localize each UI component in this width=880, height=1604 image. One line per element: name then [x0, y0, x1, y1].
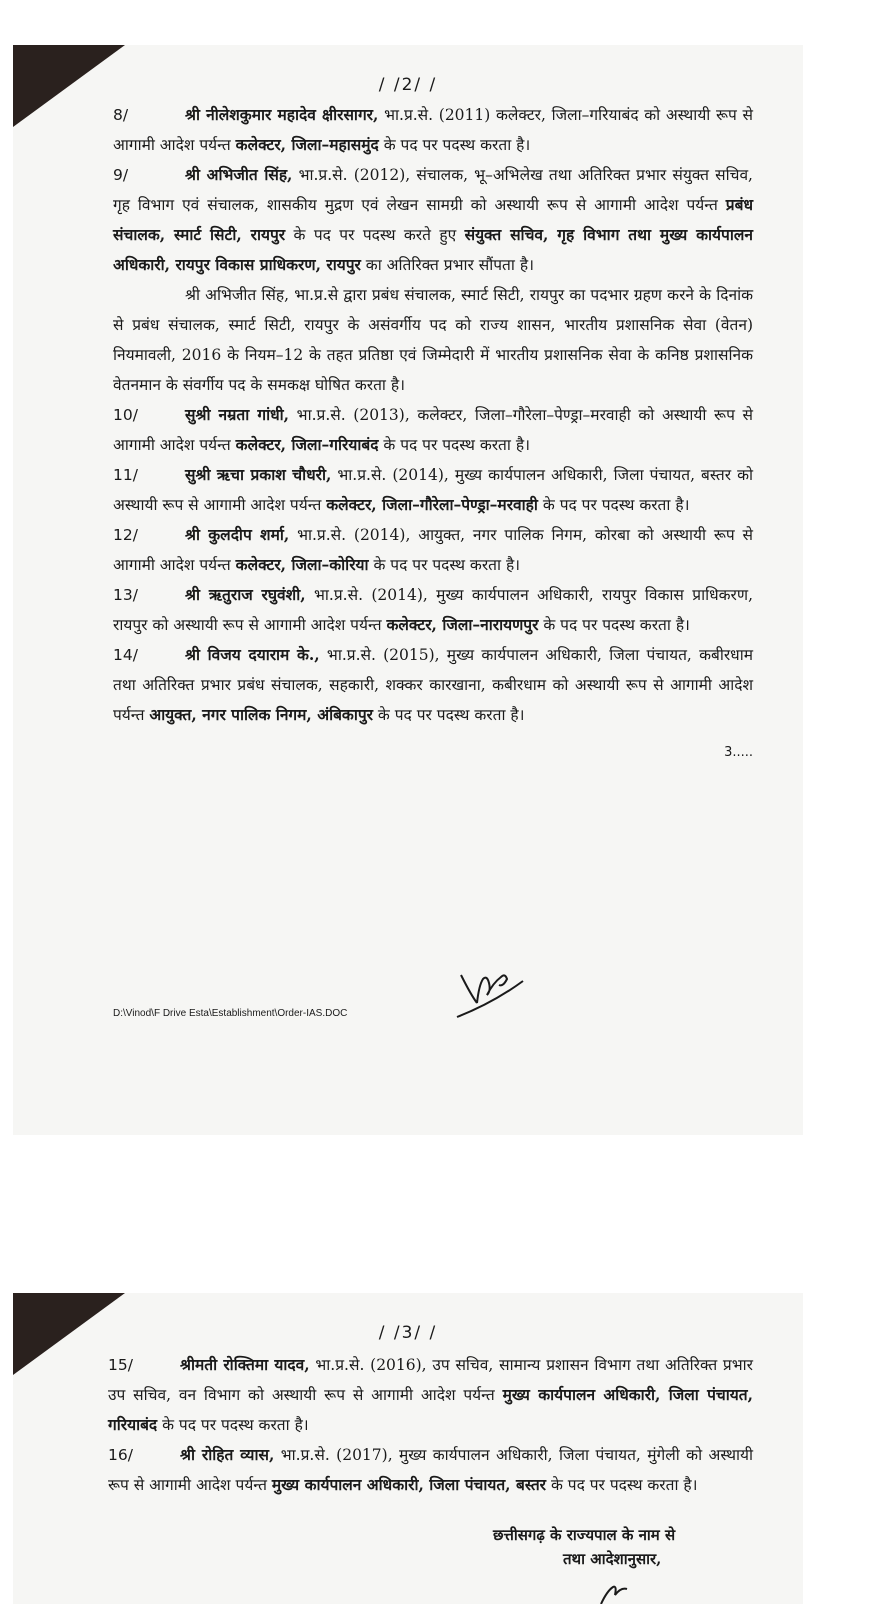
paragraph-number: 13/: [113, 586, 138, 604]
officer-name: सुश्री ऋचा प्रकाश चौधरी,: [185, 465, 332, 484]
paragraph-number: 10/: [113, 406, 138, 424]
officer-name: श्री रोहित व्यास,: [180, 1445, 275, 1464]
new-posting: कलेक्टर, जिला–गरियाबंद: [235, 435, 379, 454]
order-paragraph-14: [113, 640, 753, 730]
officer-name: श्री नीलेशकुमार महादेव क्षीरसागर,: [185, 105, 379, 124]
paragraph-text: के पद पर पदस्थ करता है।: [378, 436, 530, 454]
paragraph-text: भा.प्र.से. (2016), उप सचिव, सामान्य प्रशासन विभाग तथा अतिरिक्त प्रभार उप सचिव, वन विभाग को अस्थायी रूप से आगामी आदेश पर्यन्त: [108, 1356, 753, 1404]
paragraph-number: 9/: [113, 166, 129, 184]
paragraph-text: भा.प्र.से. (2017), मुख्य कार्यपालन अधिकारी, जिला पंचायत, मुंगेली को अस्थायी रूप से आगामी आदेश पर्यन्त: [108, 1446, 753, 1494]
paragraph-text: के पद पर पदस्थ करता है।: [373, 706, 525, 724]
signature-mark: [593, 1583, 653, 1604]
paragraph-text: श्री अभिजीत सिंह, भा.प्र.से द्वारा प्रबंध संचालक, स्मार्ट सिटी, रायपुर का पदभार ग्रहण करने के दिनांक से प्रबंध संचालक, स्मार्ट सिटी, रायपुर के असंवर्गीय पद को राज्य शासन, भारतीय प्रशासनिक सेवा (वेतन) नियमावली, 2016 के नियम–12 के तहत प्रतिष्ठा एवं जिम्मेदारी में भारतीय प्रशासनिक सेवा के कनिष्ठ प्रशासनिक वेतनमान के संवर्गीय पद के समकक्ष घोषित करता है।: [113, 286, 753, 394]
paragraph-text: के पद पर पदस्थ करता है।: [546, 1476, 698, 1494]
sign-line-2: तथा आदेशानुसार,: [563, 1550, 662, 1568]
new-posting: आयुक्त, नगर पालिक निगम, अंबिकापुर: [149, 705, 373, 724]
paragraph-text: के पद पर पदस्थ करता है।: [378, 136, 531, 154]
paragraph-number: 14/: [113, 646, 138, 664]
paragraph-text: का अतिरिक्त प्रभार सौंपता है।: [360, 256, 534, 274]
officer-name: श्री कुलदीप शर्मा,: [185, 525, 290, 544]
officer-name: श्री अभिजीत सिंह,: [185, 165, 293, 184]
new-posting: कलेक्टर, जिला–महासमुंद: [235, 135, 379, 154]
order-paragraph-16: [108, 1440, 753, 1500]
order-paragraph-15: [108, 1350, 753, 1440]
order-paragraph-9-note: [113, 280, 753, 400]
new-posting: मुख्य कार्यपालन अधिकारी, जिला पंचायत, बस्तर: [271, 1475, 547, 1494]
paragraph-text: भा.प्र.से. (2014), मुख्य कार्यपालन अधिकारी, रायपुर विकास प्राधिकरण, रायपुर को अस्थायी रूप से आगामी आदेश पर्यन्त: [113, 586, 754, 634]
paragraph-text: भा.प्र.से. (2015), मुख्य कार्यपालन अधिकारी, जिला पंचायत, कबीरधाम तथा अतिरिक्त प्रभार प्रबंध संचालक, सहकारी, शक्कर कारखाना, कबीरधाम को अस्थायी रूप से आगामी आदेश पर्यन्त: [113, 646, 753, 724]
paragraph-number: 8/: [113, 106, 129, 124]
paragraph-number: 15/: [108, 1356, 133, 1374]
paragraph-text: भा.प्र.से. (2012), संचालक, भू–अभिलेख तथा अतिरिक्त प्रभार संयुक्त सचिव, गृह विभाग एवं संचालक, शासकीय मुद्रण एवं लेखन सामग्री को अस्थायी रूप से आगामी आदेश पर्यन्त: [113, 166, 753, 214]
signature-mark: [453, 955, 553, 1025]
paragraph-number: 12/: [113, 526, 138, 544]
order-paragraph-10: [113, 400, 753, 460]
new-posting: प्रबंध संचालक, स्मार्ट सिटी, रायपुर: [113, 195, 753, 244]
officer-name: श्री विजय दयाराम के.,: [185, 645, 320, 664]
paragraph-text: भा.प्र.से. (2014), मुख्य कार्यपालन अधिकारी, जिला पंचायत, बस्तर को अस्थायी रूप से आगामी आदेश पर्यन्त: [113, 466, 753, 514]
paragraph-number: 16/: [108, 1446, 133, 1464]
order-paragraph-11: [113, 460, 753, 520]
paragraph-text: के पद पर पदस्थ करता है।: [537, 496, 690, 514]
paragraph-text: भा.प्र.से. (2011) कलेक्टर, जिला–गरियाबंद को अस्थायी रूप से आगामी आदेश पर्यन्त: [113, 106, 754, 154]
continued-marker: 3.....: [724, 745, 753, 760]
new-posting: कलेक्टर, जिला–नारायणपुर: [386, 615, 539, 634]
new-posting: कलेक्टर, जिला–गौरेला–पेण्ड्रा–मरवाही: [326, 495, 538, 514]
file-path: D:\Vinod\F Drive Esta\Establishment\Order-IAS.DOC: [113, 1008, 348, 1019]
order-paragraph-13: [113, 580, 753, 640]
document-page-2: [13, 45, 803, 1135]
paragraph-text: के पद पर पदस्थ करता है।: [538, 616, 690, 634]
officer-name: श्रीमती रोक्तिमा यादव,: [180, 1355, 310, 1374]
page-number-header: / /3/ /: [378, 1323, 438, 1343]
order-body: [113, 100, 753, 768]
paragraph-text: के पद पर पदस्थ करते हुए: [285, 226, 465, 244]
new-posting: मुख्य कार्यपालन अधिकारी, जिला पंचायत, गरियाबंद: [108, 1385, 753, 1434]
sign-line-1: छत्तीसगढ़ के राज्यपाल के नाम से: [493, 1526, 676, 1544]
order-body: [108, 1350, 753, 1500]
officer-name: सुश्री नम्रता गांधी,: [185, 405, 290, 424]
document-page-3: [13, 1293, 803, 1604]
order-paragraph-9: [113, 160, 753, 280]
order-paragraph-8: [113, 100, 753, 160]
paragraph-number: 11/: [113, 466, 138, 484]
new-posting: कलेक्टर, जिला–कोरिया: [235, 555, 369, 574]
order-paragraph-12: [113, 520, 753, 580]
paragraph-text: के पद पर पदस्थ करता है।: [368, 556, 521, 574]
paragraph-text: भा.प्र.से. (2013), कलेक्टर, जिला–गौरेला–पेण्ड्रा–मरवाही को अस्थायी रूप से आगामी आदेश पर्यन्त: [113, 406, 753, 454]
paragraph-text: के पद पर पदस्थ करता है।: [157, 1416, 309, 1434]
signature-block: [493, 1523, 675, 1571]
paragraph-text: भा.प्र.से. (2014), आयुक्त, नगर पालिक निगम, कोरबा को अस्थायी रूप से आगामी आदेश पर्यन्त: [113, 526, 753, 574]
page-number-header: / /2/ /: [378, 75, 438, 95]
additional-charge: संयुक्त सचिव, गृह विभाग तथा मुख्य कार्यपालन अधिकारी, रायपुर विकास प्राधिकरण, रायपुर: [113, 225, 753, 274]
officer-name: श्री ऋतुराज रघुवंशी,: [185, 585, 306, 604]
